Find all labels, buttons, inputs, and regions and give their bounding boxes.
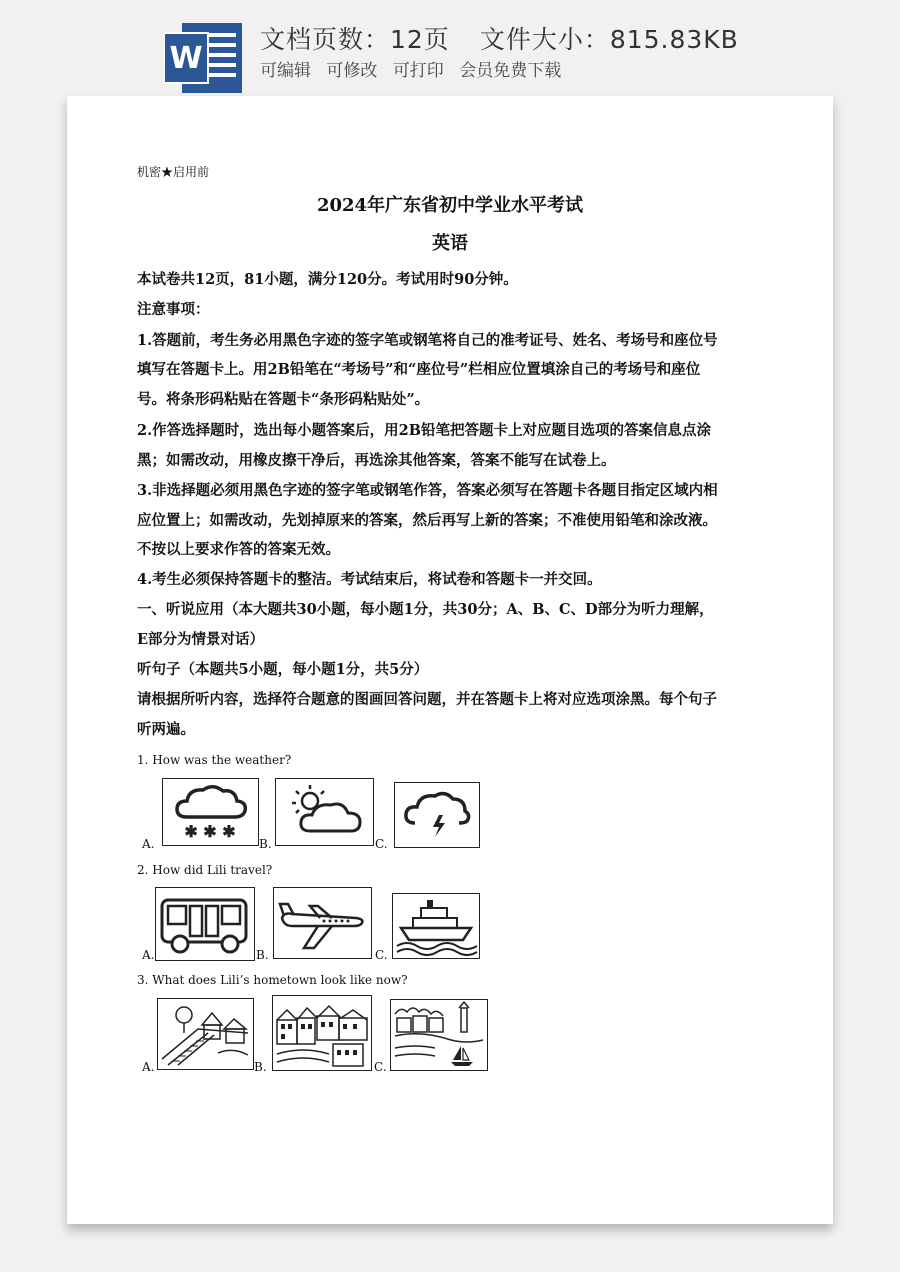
subsection-heading: 听句子（本题共5小题，每小题1分，共5分） (137, 661, 429, 678)
svg-text:✱ ✱ ✱: ✱ ✱ ✱ (184, 822, 236, 841)
option-b-label: B. (254, 1060, 267, 1074)
exam-title: 2024年广东省初中学业水平考试 (316, 195, 584, 216)
notice-line: 填写在答题卡上。用2B铅笔在“考场号”和“座位号”栏相应位置填涂自己的考场号和座位 (137, 361, 701, 378)
notice-line: 2.作答选择题时，选出每小题答案后，用2B铅笔把答题卡上对应题目选项的答案信息点涂 (137, 422, 711, 439)
download-header (0, 0, 900, 96)
page-count: 文档页数：12页 (260, 25, 450, 54)
bus-icon (155, 887, 255, 961)
thunder-cloud-icon (394, 782, 480, 848)
feature-modifiable: 可修改 (326, 61, 378, 81)
notice-line: 应位置上；如需改动，先划掉原来的答案，然后再写上新的答案；不准使用铅笔和涂改液。 (137, 512, 717, 529)
option-c-label: C. (375, 837, 388, 851)
svg-text:W: W (169, 41, 203, 76)
notice-line: 号。将条形码粘贴在答题卡“条形码粘贴处”。 (137, 391, 430, 408)
town-icon (272, 995, 372, 1071)
ship-icon (392, 893, 480, 959)
document-stats (260, 20, 739, 56)
question-1: 1. How was the weather? (137, 753, 292, 767)
confidential-label: 机密★启用前 (137, 165, 210, 179)
notice-line: 黑；如需改动，用橡皮擦干净后，再选涂其他答案，答案不能写在试卷上。 (137, 452, 616, 469)
notice-line: 3.非选择题必须用黑色字迹的签字笔或钢笔作答，答案必须写在答题卡各题目指定区域内相 (137, 482, 718, 499)
question-2: 2. How did Lili travel? (137, 863, 273, 877)
word-document-icon (164, 21, 244, 95)
option-b-label: B. (259, 837, 272, 851)
village-icon (157, 998, 254, 1070)
option-c-label: C. (374, 1060, 387, 1074)
sun-cloud-icon (275, 778, 374, 846)
snow-cloud-icon (162, 778, 259, 846)
notice-line: 4.考生必须保持答题卡的整洁。考试结束后，将试卷和答题卡一并交回。 (137, 571, 602, 588)
notice-line: 1.答题前，考生务必用黑色字迹的签字笔或钢笔将自己的准考证号、姓名、考场号和座位号 (137, 332, 718, 349)
section-heading: E部分为情景对话） (137, 631, 265, 648)
instruction-line: 请根据所听内容，选择符合题意的图画回答问题，并在答题卡上将对应选项涂黑。每个句子 (137, 691, 717, 708)
airplane-icon (273, 887, 372, 959)
feature-printable: 可打印 (392, 61, 444, 81)
feature-list (260, 56, 571, 81)
option-a-label: A. (142, 837, 155, 851)
document-page (67, 96, 833, 1224)
question-3: 3. What does Lili’s hometown look like now? (137, 973, 408, 987)
feature-free-download: 会员免费下载 (459, 61, 562, 81)
seaside-icon (390, 999, 488, 1071)
option-c-label: C. (375, 948, 388, 962)
notice-heading: 注意事项： (137, 301, 210, 318)
notice-line: 不按以上要求作答的答案无效。 (137, 541, 340, 558)
instruction-line: 听两遍。 (137, 721, 195, 738)
option-b-label: B. (256, 948, 269, 962)
option-a-label: A. (142, 1060, 155, 1074)
exam-intro: 本试卷共12页，81小题，满分120分。考试用时90分钟。 (137, 271, 518, 288)
option-a-label: A. (142, 948, 155, 962)
file-size: 文件大小：815.83KB (479, 25, 739, 54)
section-heading: 一、听说应用（本大题共30小题，每小题1分，共30分；A、B、C、D部分为听力理解， (137, 601, 714, 618)
feature-editable: 可编辑 (260, 61, 311, 81)
exam-subject: 英语 (432, 233, 468, 254)
